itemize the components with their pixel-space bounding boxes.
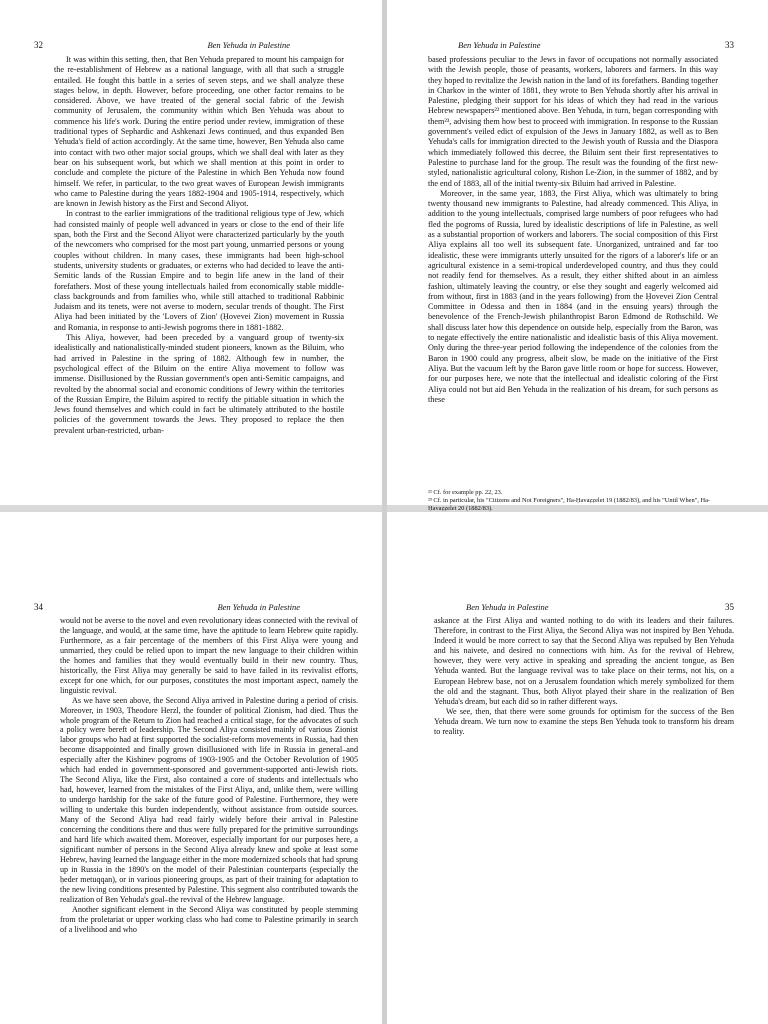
paragraph: As we have seen above, the Second Aliya arrived in Palestine during a period of crisis. Moreover, in 1903, Theodore Herzl, the founder of political Zionism, had died. Thus the whole program of the Return to Zion had reached a critical stage, for the advocates of such a policy were bereft of leadership. The Second Aliya consisted mainly of various Zionist labor groups who had at first supported the socialist-reform movements in Russia, had then become disappointed and finally grown disillusioned with life in Russia in general–and especially after the Kishinev pogroms of 1903-1905 and the October Revolution of 1905 which had ended in government-sponsored and government-supported anti-Jewish riots. The Second Aliya, like the First, also contained a core of students and intellectuals who had, however, learned from the mistakes of the First Aliya, and, unlike them, were willing to undergo hardship for the sake of the future good of Palestine. Furthermore, they were willing to undertake this burden independently, without assistance from outside sources. Many of the Second Aliya had read fairly widely before their arrival in Palestine concerning the conditions there and thus were fully prepared for the primitive surroundings and hard life which awaited them. Moreover, especially important for our purposes here, a significant number of persons in the Second Aliya already knew and spoke at least some Hebrew, having learned the language either in the more modernized schools that had sprung up in Russia in the 1890's on the model of their Palestinian counterparts (especially the ḥeder metuqqan), or in various pioneering groups, as part of their training for adaptation to the new living conditions presented by Palestine. This segment also contributed towards the realization of Ben Yehuda's goal–the revival of the Hebrew language.: [60, 695, 358, 904]
page-32: [0, 0, 384, 505]
paragraph: askance at the First Aliya and wanted nothing to do with its leaders and their failures. Therefore, in contrast to the First Aliya, the Second Aliya was not inspired by Ben Yehuda. Indeed it would be more correct to say that the Second Aliya was repulsed by Ben Yehuda and his naivete, and desired no connections with him. As for the revival of Hebrew, however, they were very active in speaking and spreading the ancient tongue, as Ben Yehuda wanted. But the language revival was to take place on their terms, not his, on a European Hebrew base, not on a Jerusalem foundation which merely symbolized for them the old and the stagnant. Thus, both Aliyot played their share in the realization of Ben Yehuda's dream, but each did so in rather different ways.: [434, 616, 734, 706]
paragraph: would not be averse to the novel and even revolutionary ideas connected with the revival of the language, and would, at the same time, have the aptitude to learn Hebrew quite rapidly. Furthermore, as a fair percentage of the members of this First Aliya were young and unmarried, they could be relied upon to impart the new language to their children within the homes and families that they would eventually build in their new country. Thus, historically, the First Aliya may generally be said to have failed in its revivalist efforts, except for one which, for our purposes, constitutes the most important aspect, namely the linguistic revival.: [60, 616, 358, 695]
running-title: Ben Yehuda in Palestine: [458, 40, 541, 50]
page-body: [60, 616, 358, 935]
page-header: [34, 602, 350, 616]
paragraph: based professions peculiar to the Jews in favor of occupations not normally associated with the Jewish people, those of peasants, workers, laborers and farmers. In this way they hoped to revitalize the Jewish nation in the land of its forefathers. Banding together in Charkov in the winter of 1881, they wrote to Ben Yehuda shortly after his arrival in Palestine, pledging their support for his ideas of which they had read in the various Hebrew newspapers²² mentioned above. Ben Yehuda, in turn, began corresponding with them²³, advising them how best to proceed with immigration. In response to the Russian government's veiled edict of expulsion of the Jews in January 1882, as well as to Ben Yehuda's calls for immigration directed to the Jewish youth of Russia and the Diaspora which immediately followed this decree, the Biluim sent their first representatives to Palestine to purchase land for the group. The result was the founding of the first new-styled, nationalistic agricultural colony, Rishon Le-Zion, in the summer of 1882, and by the end of 1883, all of the initial twenty-six Biluim had arrived in Palestine.: [428, 55, 718, 188]
running-title: Ben Yehuda in Palestine: [207, 40, 290, 50]
footnotes: [428, 489, 722, 513]
page-number: 35: [725, 602, 734, 612]
paragraph: It was within this setting, then, that Ben Yehuda prepared to mount his campaign for the re-establishment of Hebrew as a national language, with all that such a struggle entailed. He fought this battle in a series of seven steps, and we shall analyze these stages below, in depth. However, before proceeding, one other factor remains to be considered. Above, we have treated of the general social fabric of the Jewish community of Jerusalem, the community within which Ben Yehuda was about to commence his life's work. During the entire period under review, immigration of these traditional types of Sephardic and Ashkenazi Jews continued, and thus expanded Ben Yehuda's field of action accordingly. At the same time, however, Ben Yehuda also came into contact with two other major social groups, which we shall deal with later as they bear on his subsequent work, but which we shall mention at this point in order to conclude and complete the picture of the Palestine in which Ben Yehuda now found himself. We refer, in particular, to the two great waves of European Jewish immigrants who came to Palestine during the years 1882-1904 and 1905-1914, respectively, which are known in Jewish history as the First and Second Aliyot.: [54, 55, 344, 209]
paragraph: In contrast to the earlier immigrations of the traditional religious type of Jew, which had consisted mainly of people well advanced in years or close to the end of their life span, both the First and the Second Aliyot were characterized particularly by the youth of the newcomers who comprised for the most part young, unmarried persons or young couples without children. In many cases, these immigrants had been high-school students, university students or graduates, or externs who had decided to leave the anti-Semitic lands of the Russian Empire and to begin life anew in the land of their forefathers. Most of these young intellectuals hailed from economically stable middle-class backgrounds and from families who, while still attached to traditional Rabbinic Judaism and its tenets, were not averse to modern, secular trends of thought. The First Aliya had been initiated by the 'Lovers of Zion' (Ḥovevei Zion) movement in Russia and Romania, in response to anti-Jewish pogroms there in 1881-1882.: [54, 209, 344, 332]
paragraph: This Aliya, however, had been preceded by a vanguard group of twenty-six idealistically and nationalistically-minded student pioneers, known as the Biluim, who had arrived in Palestine in the spring of 1882. Although few in number, the psychological effect of the Biluim on the entire Aliya movement to follow was immense. Disillusioned by the Russian government's open anti-Semitic campaigns, and revolted by the abnormal social and economic conditions of Jewry within the territories of the Russian Empire, the Biluim aspired to rectify the pitiable situation in which the Jews found themselves and which could in fact be ultimately attributed to the hostile policies of the government towards the Jews. They proposed to replace the then prevalent urban-restricted, urban-: [54, 333, 344, 435]
page-body: [54, 55, 344, 436]
paragraph: We see, then, that there were some grounds for optimism for the success of the Ben Yehuda dream. We turn now to examine the steps Ben Yehuda took to transform his dream to reality.: [434, 706, 734, 737]
running-title: Ben Yehuda in Palestine: [466, 602, 549, 612]
page-divider-vertical: [382, 0, 387, 1024]
page-number: 34: [34, 602, 43, 612]
page-34: [0, 512, 384, 1024]
page-header: [34, 40, 350, 54]
page-number: 32: [34, 40, 43, 50]
page-number: 33: [725, 40, 734, 50]
page-33: [384, 0, 768, 512]
paragraph: Moreover, in the same year, 1883, the First Aliya, which was ultimately to bring twenty thousand new immigrants to Palestine, had already commenced. This Aliya, in addition to the young intellectuals, comprised large numbers of poor refugees who had fled the pogroms of Russia, lured by idealistic descriptions of life in Palestine, as well as a substantial proportion of workers and laborers. The social composition of this First Aliya explains all too well its subsequent fate. Unorganized, untrained and far too idealistic, these were immigrants utterly unsuited for the rigors of a laborer's life or an agricultural existence in a semi-tropical underdeveloped country, and thus they could not readily fend for themselves. As a result, they either shifted about in an aimless fashion, ultimately leaving the country, or else they sought and eagerly welcomed aid from without, first in 1883 (and in the years following) from the Ḥovevei Zion Central Committee in Odessa and then in 1884 (and in the ensuing years) through the benevolence of the French-Jewish philanthropist Baron Edmond de Rothschild. We shall discuss later how this dependence on outside help, especially from the Baron, was to negate effectively the entire nationalistic and idealistic basis of this Aliya movement. Only during the three-year period following the independence of the colonies from the Baron in 1900 could any progress, albeit slow, be made on the initiative of the First Aliya. But the vacuum left by the Baron gave little room or hope for success. However, for our purposes here, we note that the intellectual and idealistic coloring of the First Aliya could not but aid Ben Yehuda in the realization of his dream, for such persons as these: [428, 188, 718, 404]
footnote: ²² Cf. for example pp. 22, 23.: [428, 489, 503, 496]
page-body: [434, 616, 734, 737]
page-body: [428, 55, 718, 405]
page-35: [384, 512, 768, 1024]
running-title: Ben Yehuda in Palestine: [217, 602, 300, 612]
paragraph: Another significant element in the Second Aliya was constituted by people stemming from the proletariat or upper working class who had come to Palestine primarily in search of a livelihood and who: [60, 904, 358, 934]
page-header: [418, 40, 734, 54]
page-header: [418, 602, 734, 616]
footnote: ²³ Cf. in particular, his "Citizens and Not Foreigners", Ha-Ḥavaẓẓelet 19 (1882/83), and his "Until When", Ha-Ḥavaẓẓelet 20 (1882/83).: [428, 497, 711, 512]
